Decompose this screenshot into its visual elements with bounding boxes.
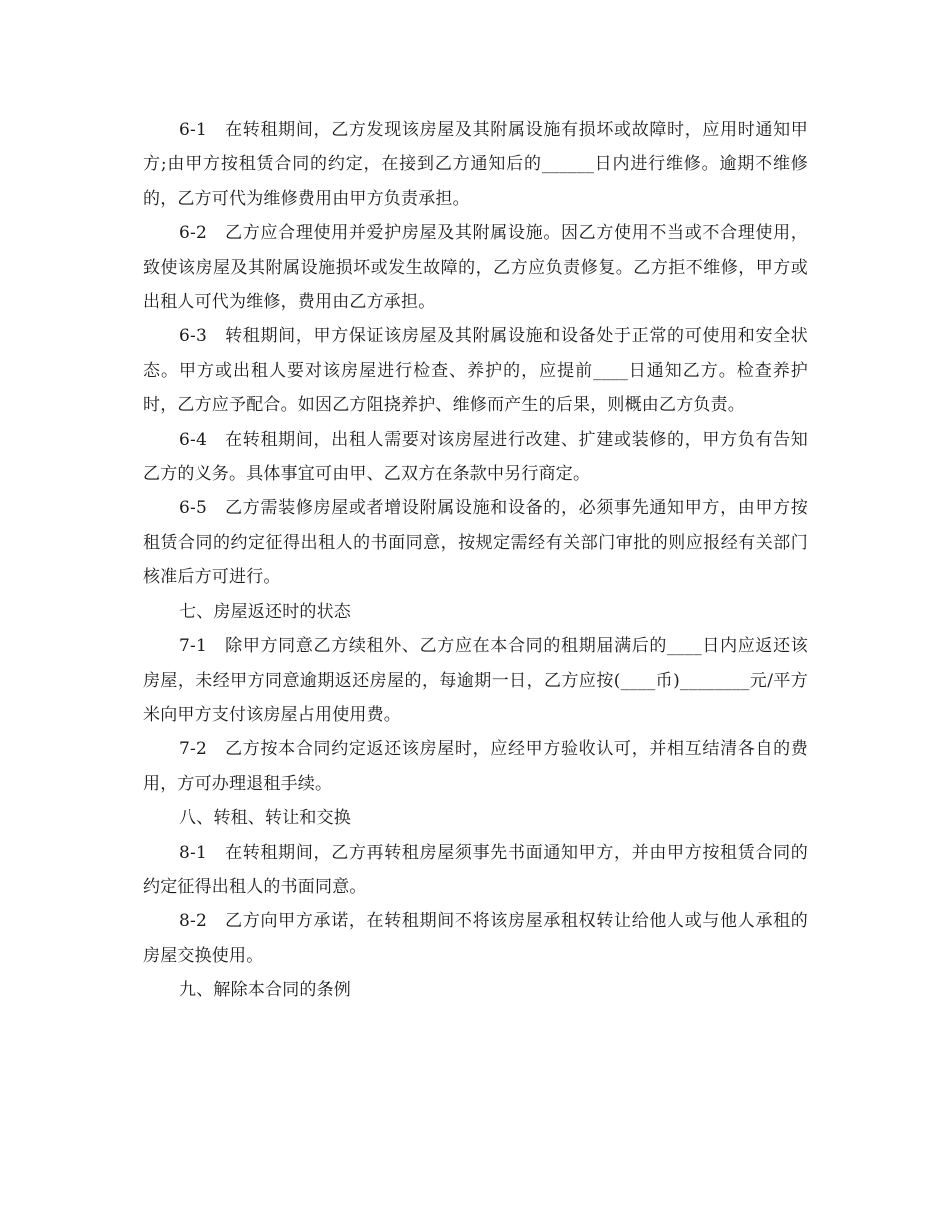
- clause-8-1: 8-1 在转租期间，乙方再转租房屋须事先书面通知甲方，并由甲方按租赁合同的约定征得出租人的书面同意。: [143, 842, 808, 897]
- section-heading-9: 九、解除本合同的条例: [179, 980, 351, 1001]
- section-heading-8: 八、转租、转让和交换: [179, 808, 351, 829]
- clause-6-2: 6-2 乙方应合理使用并爱护房屋及其附属设施。因乙方使用不当或不合理使用，致使该房屋及其附属设施损坏或发生故障的，乙方应负责修复。乙方拒不维修，甲方或出租人可代为维修，费用由乙方承担。: [143, 223, 808, 313]
- clause-6-4: 6-4 在转租期间，出租人需要对该房屋进行改建、扩建或装修的，甲方负有告知乙方的义务。具体事宜可由甲、乙双方在条款中另行商定。: [143, 429, 808, 485]
- clause-7-1: 7-1 除甲方同意乙方续租外、乙方应在本合同的租期届满后的____日内应返还该房屋，未经甲方同意逾期返还房屋的，每逾期一日，乙方应按(____币)________元/平方米向甲方支付该房屋占用使用费。: [143, 636, 808, 725]
- clause-6-3: 6-3 转租期间，甲方保证该房屋及其附属设施和设备处于正常的可使用和安全状态。甲方或出租人要对该房屋进行检查、养护的，应提前____日通知乙方。检查养护时，乙方应予配合。如因乙方阻挠养护、维修而产生的后果，则概由乙方负责。: [143, 326, 808, 416]
- clause-8-2: 8-2 乙方向甲方承诺，在转租期间不将该房屋承租权转让给他人或与他人承租的房屋交换使用。: [143, 911, 808, 966]
- clause-7-2: 7-2 乙方按本合同约定返还该房屋时，应经甲方验收认可，并相互结清各自的费用，方可办理退租手续。: [143, 739, 808, 794]
- clause-6-1: 6-1 在转租期间，乙方发现该房屋及其附属设施有损坏或故障时，应用时通知甲方;由甲方按租赁合同的约定，在接到乙方通知后的______日内进行维修。逾期不维修的，乙方可代为维修费用由甲方负责承担。: [143, 120, 808, 209]
- clause-6-5: 6-5 乙方需装修房屋或者增设附属设施和设备的，必须事先通知甲方，由甲方按租赁合同的约定征得出租人的书面同意，按规定需经有关部门审批的则应报经有关部门核准后方可进行。: [143, 498, 808, 588]
- document-body: [143, 113, 808, 1008]
- section-heading-7: 七、房屋返还时的状态: [179, 601, 351, 622]
